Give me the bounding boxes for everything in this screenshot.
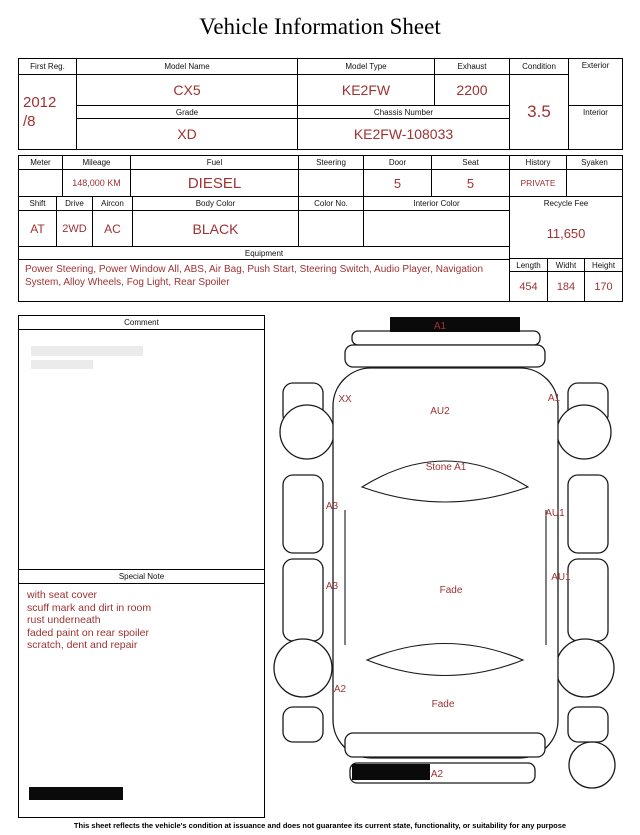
damage-code-a3-lower: A3 [325,581,339,592]
aircon-label: Aircon [92,196,133,211]
car-panel-right-rear-door [568,559,608,641]
interior-cell [568,105,623,150]
mileage-value: 148,000 KM [62,169,131,197]
drive-label: Drive [56,196,93,211]
page-title: Vehicle Information Sheet [199,14,441,39]
steering-label: Steering [298,155,364,170]
fuel-label: Fuel [130,155,299,170]
car-panel-left-front-door [283,475,323,553]
body-color-label: Body Color [132,196,299,211]
special-note-body [18,583,265,818]
car-wheel-front-right [557,405,611,459]
comment-header: Comment [18,315,265,330]
car-rear-bumper [345,733,545,757]
color-no-value [298,210,364,247]
car-panel-rear-left-fender [283,707,323,742]
seat-label: Seat [431,155,510,170]
car-wheel-front-left [280,405,334,459]
history-value: PRIVATE [509,169,567,197]
steering-value [298,169,364,197]
car-wheel-rear-left [274,639,332,697]
interior-color-label: Interior Color [363,196,510,211]
special-note-header: Special Note [18,569,265,584]
damage-code-fade-bottom: Fade [431,699,455,710]
syaken-label: Syaken [566,155,623,170]
equipment-text: Power Steering, Power Window All, ABS, Air Bag, Push Start, Steering Switch, Audio Player, Navigation System, Alloy Wheels, Fog Light, Rear Spoiler [18,259,510,302]
car-panel-left-rear-door [283,559,323,641]
model-name-value: CX5 [76,74,298,106]
first-reg-month: /8 [23,113,36,130]
syaken-value [566,169,623,197]
chassis-number-value: KE2FW-108033 [297,118,510,150]
damage-code-a2-bottom: A2 [430,769,444,780]
grade-label: Grade [76,105,298,119]
car-front-bumper [345,345,545,367]
history-label: History [509,155,567,170]
exhaust-label: Exhaust [434,58,510,75]
length-value: 454 [509,271,548,302]
special-note-line: rust underneath [27,614,101,626]
height-value: 170 [584,271,623,302]
car-panel-rear-right-fender [568,707,608,742]
damage-code-xx: XX [338,394,352,405]
fuel-value: DIESEL [130,169,299,197]
condition-value: 3.5 [509,74,569,150]
meter-value [18,169,63,197]
aircon-value: AC [92,210,133,247]
damage-code-right-a1: A1 [547,393,561,404]
width-value: 184 [547,271,585,302]
disclaimer-text: This sheet reflects the vehicle's condition at issuance and does not guarantee its current state, functionality, or suitability for any purpose [73,821,567,830]
grade-value: XD [76,118,298,150]
length-label: Length [509,258,548,272]
exterior-cell [568,58,623,106]
first-reg-label: First Reg. [18,58,77,75]
special-note-line: scratch, dent and repair [27,639,138,651]
car-diagram [270,315,635,818]
condition-label: Condition [509,58,569,75]
interior-color-value [363,210,510,247]
exterior-label: Exterior [581,61,610,70]
redaction-bar [29,787,123,800]
damage-code-stone-a1: Stone A1 [425,462,467,473]
meter-label: Meter [18,155,63,170]
model-name-label: Model Name [76,58,298,75]
equipment-label: Equipment [18,246,510,260]
damage-code-a3-upper: A3 [325,501,339,512]
car-panel-right-front-door [568,475,608,553]
chassis-number-label: Chassis Number [297,105,510,119]
redaction-blur [31,360,93,369]
recycle-fee-label: Recycle Fee [543,199,589,208]
first-reg-value [18,74,77,150]
first-reg-year: 2012 [23,94,57,111]
recycle-fee-value: 11,650 [546,225,586,241]
width-label: Widht [547,258,585,272]
comment-body [18,329,265,570]
color-no-label: Color No. [298,196,364,211]
redaction-bar [390,317,520,332]
car-front-trim [352,331,540,345]
door-label: Door [363,155,432,170]
exhaust-value: 2200 [434,74,510,106]
recycle-fee-cell [509,196,623,259]
redaction-bar [352,764,430,780]
shift-label: Shift [18,196,57,211]
redaction-blur [31,346,143,356]
model-type-value: KE2FW [297,74,435,106]
damage-code-au2: AU2 [430,406,450,417]
drive-value: 2WD [56,210,93,247]
interior-label: Interior [583,108,608,117]
model-type-label: Model Type [297,58,435,75]
body-color-value: BLACK [132,210,299,247]
door-value: 5 [363,169,432,197]
damage-code-fade-mid: Fade [439,585,463,596]
damage-code-au1-upper: AU1 [545,508,565,519]
damage-code-top-a1: A1 [433,321,447,332]
damage-code-au1-lower: AU1 [551,572,571,583]
car-wheel-rear-right [556,639,614,697]
special-note-line: with seat cover [27,589,98,601]
shift-value: AT [18,210,57,247]
height-label: Height [584,258,623,272]
special-note-line: scuff mark and dirt in room [27,601,152,614]
special-note-line: faded paint on rear spoiler [27,626,149,639]
mileage-label: Mileage [62,155,131,170]
car-spare-wheel [569,742,615,788]
seat-value: 5 [431,169,510,197]
damage-code-a2-left: A2 [333,684,347,695]
